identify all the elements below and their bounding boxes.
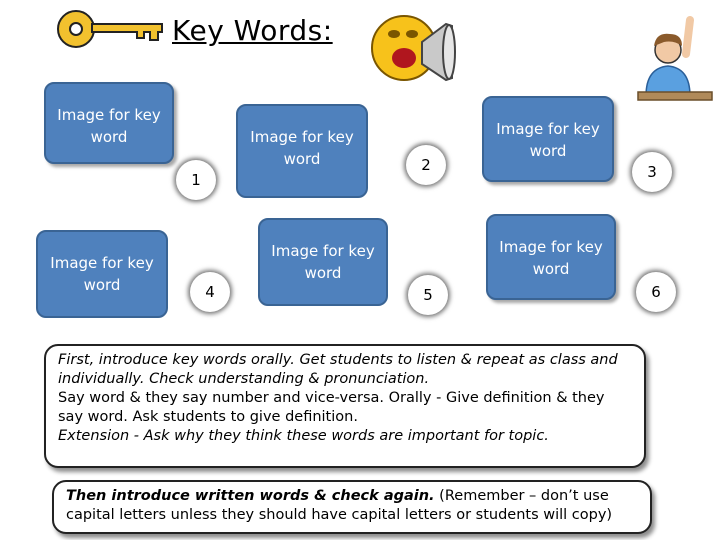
key-word-image-card-2 — [236, 104, 368, 198]
number-circle-6: 6 — [636, 272, 676, 312]
written-words-heading: Then introduce written words & check again. — [66, 488, 435, 504]
instructions-box — [44, 344, 646, 468]
number-circle-5: 5 — [408, 275, 448, 315]
shouting-face-megaphone-icon — [366, 6, 462, 90]
card-label: Image for key word — [57, 106, 161, 146]
student-raising-hand-icon — [634, 16, 716, 102]
number-circle-2: 2 — [406, 145, 446, 185]
instructions-oral: First, introduce key words orally. Get students to listen & repeat as class and individually. Check understanding & pronunciation. — [58, 352, 618, 387]
key-word-image-card-6 — [486, 214, 616, 300]
key-word-image-card-5 — [258, 218, 388, 306]
instructions-extension: Extension - Ask why they think these words are important for topic. — [58, 428, 549, 444]
card-label: Image for key word — [271, 242, 375, 282]
card-label: Image for key word — [499, 238, 603, 278]
card-label: Image for key word — [50, 254, 154, 294]
number-circle-3: 3 — [632, 152, 672, 192]
card-label: Image for key word — [250, 128, 354, 168]
key-word-image-card-4 — [36, 230, 168, 318]
card-label: Image for key word — [496, 120, 600, 160]
key-word-image-card-3 — [482, 96, 614, 182]
number-circle-1: 1 — [176, 160, 216, 200]
key-word-image-card-1 — [44, 82, 174, 164]
page-title: Key Words: — [172, 14, 333, 47]
written-words-note: (Remember – don’t use capital letters unless they should have capital letters or students will copy) — [66, 488, 613, 523]
key-icon — [54, 6, 168, 52]
written-words-box — [52, 480, 652, 534]
instructions-number-game: Say word & they say number and vice-versa. Orally - Give definition & they say word. Ask students to give definition. — [58, 390, 605, 425]
number-circle-4: 4 — [190, 272, 230, 312]
